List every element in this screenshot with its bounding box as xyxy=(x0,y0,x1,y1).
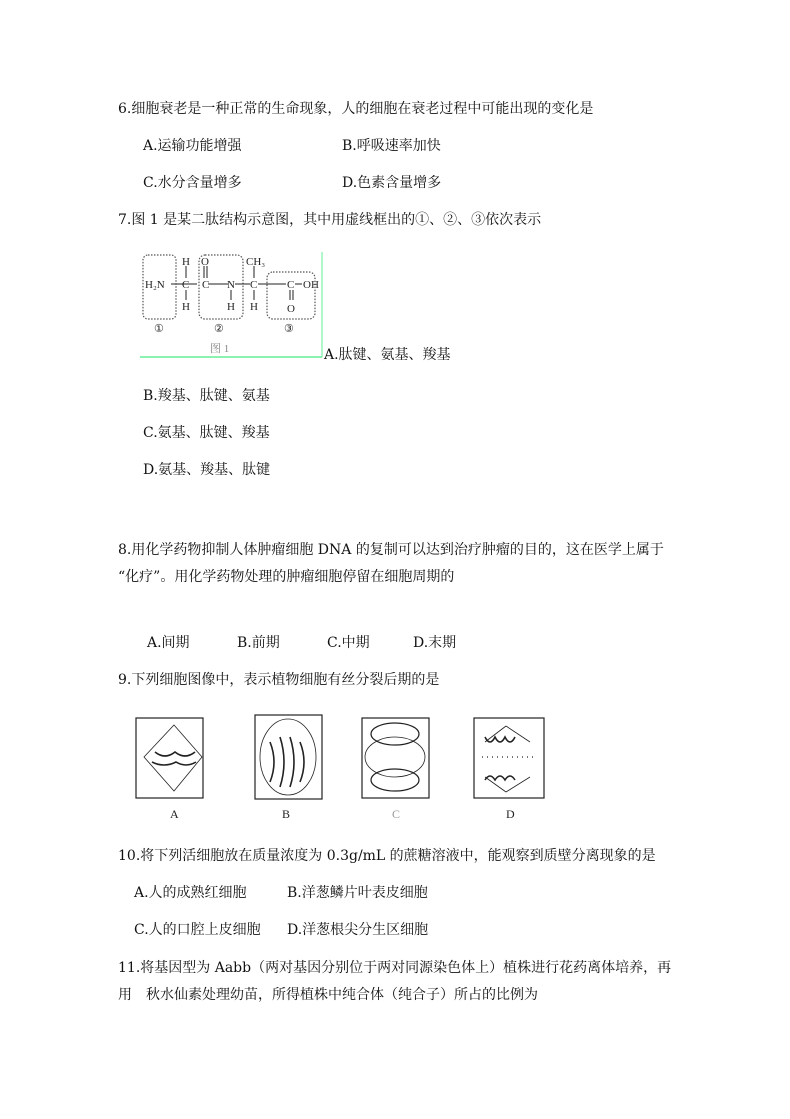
q7-option-a: A.肽键、氨基、羧基 xyxy=(324,347,451,363)
c-label: C xyxy=(202,279,210,291)
q6-option-c: C.水分含量增多 xyxy=(143,175,242,191)
q8-option-c: C.中期 xyxy=(327,635,370,651)
label-c: C xyxy=(392,807,401,821)
q8-stem-line2: “化疗”。用化学药物处理的肿瘤细胞停留在细胞周期的 xyxy=(118,569,455,585)
oh-label: OH xyxy=(303,279,319,291)
q10-option-a: A.人的成熟红细胞 xyxy=(134,885,247,901)
q11-stem-line1: 11.将基因型为 Aabb（两对基因分别位于两对同源染色体上）植株进行花药离体培养，再 xyxy=(118,960,672,976)
label-d: D xyxy=(506,807,515,821)
q7-option-c: C.氨基、肽键、羧基 xyxy=(143,425,270,441)
c-label: C xyxy=(250,279,258,291)
n-label: N xyxy=(227,279,235,291)
q8-option-a: A.间期 xyxy=(147,635,190,651)
q10-stem: 10.将下列活细胞放在质量浓度为 0.3g/mL 的蔗糖溶液中，能观察到质壁分离现象的是 xyxy=(118,848,656,864)
o-label: O xyxy=(287,303,295,315)
label-b: B xyxy=(282,807,291,821)
cell-d-frame xyxy=(474,718,544,798)
h2n-label: H₂N xyxy=(145,279,165,291)
q8-stem-line1: 8.用化学药物抑制人体肿瘤细胞 DNA 的复制可以达到治疗肿瘤的目的，这在医学上属于 xyxy=(118,542,664,558)
c-label: C xyxy=(287,279,295,291)
cell-b-frame xyxy=(255,715,322,799)
h-label: H xyxy=(182,256,190,268)
h-label: H xyxy=(227,301,235,313)
q6-option-d: D.色素含量增多 xyxy=(342,175,442,191)
q6-option-b: B.呼吸速率加快 xyxy=(342,138,441,154)
q8-option-b: B.前期 xyxy=(237,635,280,651)
q10-option-d: D.洋葱根尖分生区细胞 xyxy=(287,922,429,938)
h-label: H xyxy=(250,301,258,313)
q7-option-d: D.氨基、羧基、肽键 xyxy=(143,462,271,478)
o-label: O xyxy=(201,256,209,268)
label-2: ② xyxy=(214,323,224,335)
figure-caption: 图 1 xyxy=(210,343,230,355)
dipeptide-figure xyxy=(140,252,325,360)
mitosis-figures xyxy=(130,712,550,827)
q6-option-a: A.运输功能增强 xyxy=(143,138,242,154)
h-label: H xyxy=(182,301,190,313)
ch3-label: CH₃ xyxy=(246,256,266,268)
q7-option-b: B.羧基、肽键、氨基 xyxy=(143,388,270,404)
label-1: ① xyxy=(154,323,164,335)
label-3: ③ xyxy=(284,323,294,335)
q11-stem-line2: 用 秋水仙素处理幼苗，所得植株中纯合体（纯合子）所占的比例为 xyxy=(118,987,538,1003)
q6-stem: 6.细胞衰老是一种正常的生命现象，人的细胞在衰老过程中可能出现的变化是 xyxy=(118,101,594,117)
label-a: A xyxy=(170,807,179,821)
c-label: C xyxy=(182,279,190,291)
q8-option-d: D.末期 xyxy=(413,635,457,651)
q7-stem: 7.图 1 是某二肽结构示意图，其中用虚线框出的①、②、③依次表示 xyxy=(118,212,542,228)
q9-stem: 9.下列细胞图像中，表示植物细胞有丝分裂后期的是 xyxy=(118,672,440,688)
q10-option-c: C.人的口腔上皮细胞 xyxy=(134,922,261,938)
q10-option-b: B.洋葱鳞片叶表皮细胞 xyxy=(287,885,428,901)
